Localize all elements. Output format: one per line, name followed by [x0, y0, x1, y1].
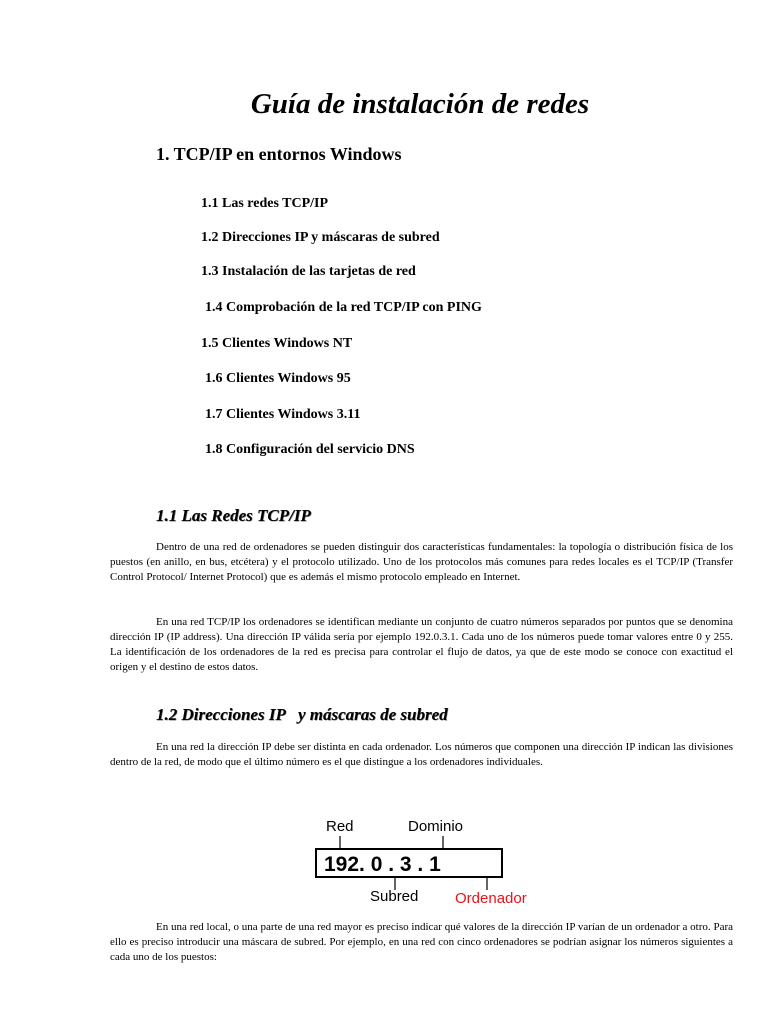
toc-item: 1.8 Configuración del servicio DNS — [205, 442, 415, 457]
subsection-heading-redes-tcpip: 1.1 Las Redes TCP/IP — [156, 506, 311, 525]
diagram-label-red: Red — [326, 818, 354, 835]
toc-item: 1.6 Clientes Windows 95 — [205, 371, 351, 386]
toc-item: 1.5 Clientes Windows NT — [201, 336, 353, 351]
paragraph: En una red TCP/IP los ordenadores se identifican mediante un conjunto de cuatro números separados por puntos que se denomina dirección IP (IP address). Una dirección IP válida sería por ejemplo 192.0.3.1. Cada uno de los números puede tomar valores entre 0 y 255. La identificación de los ordenadores de la red es precisa para controlar el flujo de datos, ya que de este modo se conoce con exactitud el origen y el destino de estos datos. — [110, 616, 733, 673]
toc-item: 1.4 Comprobación de la red TCP/IP con PING — [205, 300, 482, 315]
diagram-label-dominio: Dominio — [408, 818, 464, 835]
ip-address-diagram — [300, 810, 540, 910]
paragraph: En una red local, o una parte de una red mayor es preciso indicar qué valores de la dirección IP varían de un ordenador a otro. Para ello es preciso introducir una máscara de subred. Por ejemplo, en una red con cinco ordenadores se podrían asignar los números siguientes a cada uno de los puestos: — [110, 921, 733, 963]
diagram-label-subred: Subred — [370, 888, 419, 905]
toc-item: 1.1 Las redes TCP/IP — [201, 196, 329, 211]
diagram-label-ordenador: Ordenador — [455, 890, 527, 907]
toc-item: 1.7 Clientes Windows 3.11 — [205, 407, 361, 422]
paragraph: Dentro de una red de ordenadores se pueden distinguir dos características fundamentales: la topología o distribución física de los puestos (en anillo, en bus, etcétera) y el protocolo utilizado. Uno de los protocolos más comunes para redes locales es el TCP/IP (Transfer Control Protocol/ Internet Protocol) que es además el mismo protocolo empleado en Internet. — [110, 541, 733, 583]
paragraph: En una red la dirección IP debe ser distinta en cada ordenador. Los números que componen una dirección IP indican las divisiones dentro de la red, de modo que el último número es el que distingue a los ordenadores individuales. — [110, 741, 733, 768]
toc-item: 1.3 Instalación de las tarjetas de red — [201, 264, 416, 279]
subsection-heading-direcciones-ip: 1.2 Direcciones IP y máscaras de subred — [156, 705, 448, 724]
toc-item: 1.2 Direcciones IP y máscaras de subred — [201, 230, 440, 245]
document-title: Guía de instalación de redes — [250, 88, 590, 120]
section-heading-tcpip-windows: 1. TCP/IP en entornos Windows — [156, 144, 402, 164]
ip-address-text: 192. 0 . 3 . 1 — [324, 853, 441, 876]
